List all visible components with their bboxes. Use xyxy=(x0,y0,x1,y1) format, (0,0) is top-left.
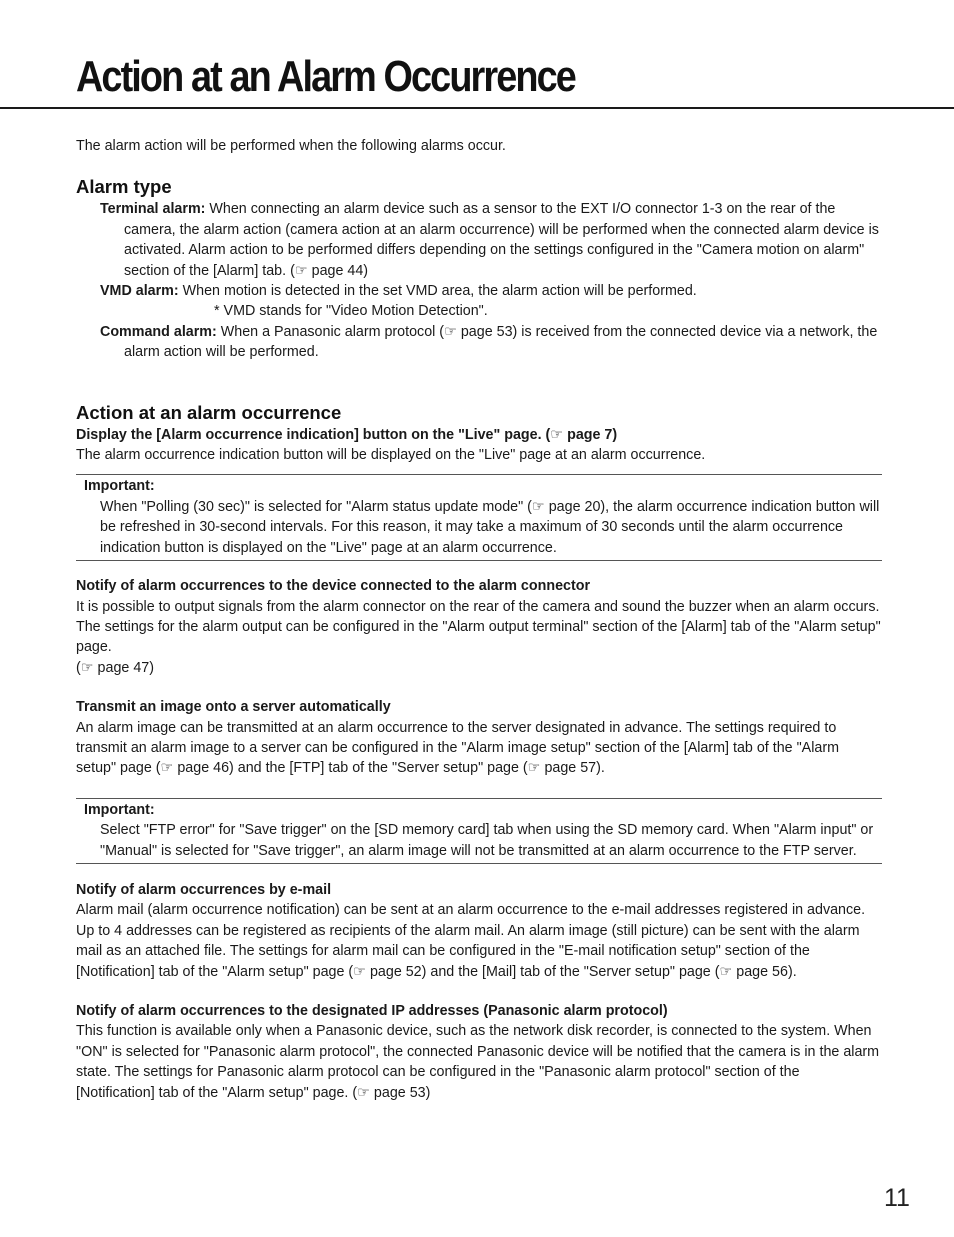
vmd-note: * VMD stands for "Video Motion Detection". xyxy=(214,303,488,320)
alarm-type-heading: Alarm type xyxy=(76,176,172,198)
command-alarm-item xyxy=(100,322,882,363)
email-heading: Notify of alarm occurrences by e-mail xyxy=(76,881,332,898)
important-box-2 xyxy=(76,798,882,864)
important-label-1: Important: xyxy=(84,478,155,495)
alarm-type-list xyxy=(100,199,882,362)
vmd-alarm-text: When motion is detected in the set VMD area, the alarm action will be performed. xyxy=(178,283,697,300)
page-content xyxy=(76,136,882,1103)
ip-heading: Notify of alarm occurrences to the designated IP addresses (Panasonic alarm protocol) xyxy=(76,1003,668,1019)
title-rule xyxy=(0,107,954,109)
transmit-heading: Transmit an image onto a server automatically xyxy=(76,699,391,716)
email-text: Alarm mail (alarm occurrence notification) can be sent at an alarm occurrence to the e-mail addresses registered in advance. Up to 4 addresses can be registered as recipients of the alarm mail. An alarm image (still picture) can be sent with the alarm mail as an attached file. The settings for alarm mail can be configured in the "E-mail notification setup" section of the [Notification] tab of the "Alarm setup" page (☞ page 52) and the [Mail] tab of the "Server setup" page (☞ page 56). xyxy=(76,902,866,980)
important-box-1 xyxy=(76,474,882,561)
command-alarm-text: When a Panasonic alarm protocol (☞ page 53) is received from the connected device via a network, the alarm action will be performed. xyxy=(124,323,878,361)
vmd-alarm-term: VMD alarm: xyxy=(100,283,179,300)
vmd-alarm-item xyxy=(100,281,882,301)
important-text-2: Select "FTP error" for "Save trigger" on the [SD memory card] tab when using the SD memory card. When "Alarm input" or "Manual" is selected for "Save trigger", an alarm image will not be transmitted at an alarm occurrence to the FTP server. xyxy=(100,822,874,859)
command-alarm-term: Command alarm: xyxy=(100,323,217,340)
notify-connector-heading: Notify of alarm occurrences to the device connected to the alarm connector xyxy=(76,578,591,595)
display-heading: Display the [Alarm occurrence indication] button on the "Live" page. (☞ page 7) xyxy=(76,426,618,443)
terminal-alarm-term: Terminal alarm: xyxy=(100,201,206,218)
action-heading: Action at an alarm occurrence xyxy=(76,401,342,423)
terminal-alarm-text: When connecting an alarm device such as a sensor to the EXT I/O connector 1-3 on the rear of the camera, the alarm action (camera action at an alarm occurrence) will be performed when the connected alarm device is activated. Alarm action to be performed differs depending on the settings configured in the "Camera motion on alarm" section of the [Alarm] tab. (☞ page 44) xyxy=(124,201,879,279)
page-title: Action at an Alarm Occurrence xyxy=(76,52,575,101)
notify-connector-ref: (☞ page 47) xyxy=(76,659,154,676)
notify-connector-text: It is possible to output signals from the alarm connector on the rear of the camera and sound the buzzer when an alarm occurs. The settings for the alarm output can be configured in the "Alarm output terminal" section of the [Alarm] tab of the "Alarm setup" page. xyxy=(76,598,881,656)
important-text-1: When "Polling (30 sec)" is selected for "Alarm status update mode" (☞ page 20), the alarm occurrence indication button will be refreshed in 30-second intervals. For this reason, it may take a maximum of 30 seconds until the alarm occurrence indication button is displayed on the "Live" page at an alarm occurrence. xyxy=(100,498,880,556)
terminal-alarm-item xyxy=(100,199,882,281)
transmit-text: An alarm image can be transmitted at an alarm occurrence to the server designated in advance. The settings required to transmit an alarm image to a server can be configured in the "Alarm image setup" section of the [Alarm] tab of the "Alarm setup" page (☞ page 46) and the [FTP] tab of the "Server setup" page (☞ page 57). xyxy=(76,719,839,777)
important-label-2: Important: xyxy=(84,801,155,818)
ip-text: This function is available only when a Panasonic device, such as the network disk recorder, is connected to the system. When "ON" is selected for "Panasonic alarm protocol", the connected Panasonic device will be notified that the camera is in the alarm state. The settings for Panasonic alarm protocol can be configured in the "Panasonic alarm protocol" section of the [Notification] tab of the "Alarm setup" page. (☞ page 53) xyxy=(76,1023,880,1101)
display-text: The alarm occurrence indication button will be displayed on the "Live" page at an alarm occurrence. xyxy=(76,447,706,464)
page-number: 11 xyxy=(884,1184,910,1212)
intro-text: The alarm action will be performed when the following alarms occur. xyxy=(76,138,506,154)
